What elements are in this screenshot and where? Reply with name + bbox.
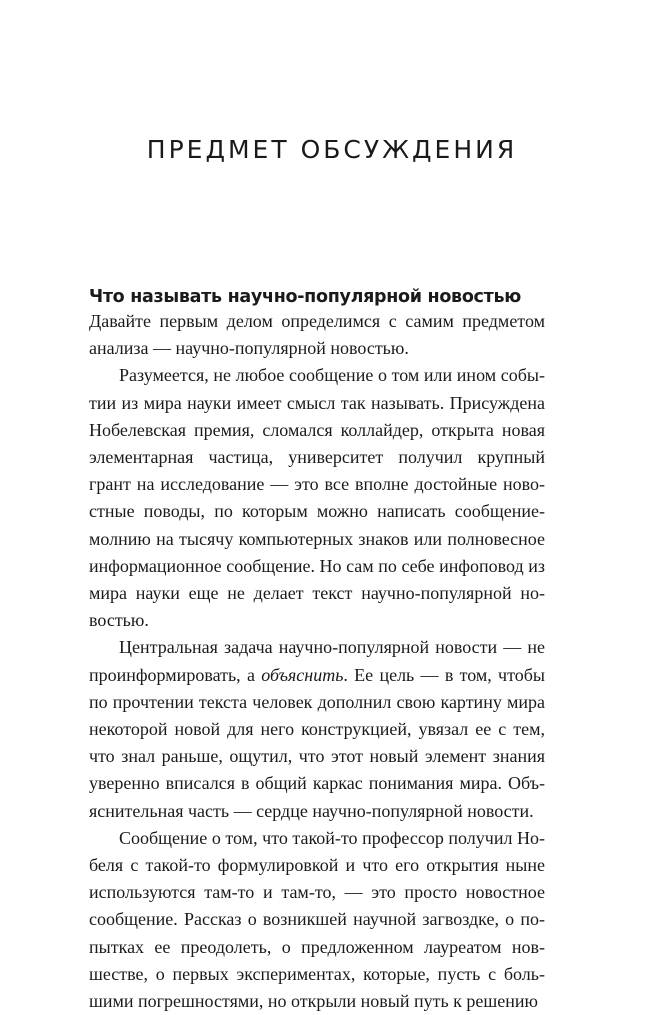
paragraph: Сообщение о том, что такой-то профессор получил Нобеля с такой-то формулировкой и что его открытия ныне используются там-то и там-то, — это просто новостное сообщение. Рассказ о возникшей научной загвоздке, о попытках ее преодолеть, о предложенном лауреатом новшестве, о первых экспериментах, которые, пусть с большими погрешностями, но открыли новый путь к решению bbox=[89, 827, 545, 1012]
section-heading: Что называть научно-популярной новостью bbox=[89, 286, 521, 307]
emphasized-word: объяснить bbox=[261, 664, 344, 685]
paragraph: Давайте первым делом определимся с самим предметом анализа — научно-популярной новостью. bbox=[89, 311, 545, 359]
chapter-title: ПРЕДМЕТ ОБСУЖДЕНИЯ bbox=[146, 134, 518, 164]
paragraph bbox=[89, 634, 545, 824]
body-text bbox=[89, 308, 545, 1015]
paragraph-text: . Ее цель — в том, чтобы по прочтении текста человек дополнил свою картину мира некоторой новой для него конструкцией, увязал ее с тем, что знал раньше, ощутил, что этот новый элемент знания уверенно вписался в общий каркас понимания мира. Объяснительная часть — сердце научно-популярной новости. bbox=[89, 664, 545, 821]
paragraph-text: Центральная задача научно-популярной новости — не проинформировать, а bbox=[89, 637, 545, 685]
paragraph: Разумеется, не любое сообщение о том или ином событии из мира науки имеет смысл так называть. Присуждена Нобелевская премия, сломался коллайдер, открыта новая элементарная частица, университет получил крупный грант на исследование — это все вполне достойные новостные поводы, по которым можно написать сообщение-молнию на тысячу компьютерных знаков или полновесное информационное сообщение. Но сам по себе инфоповод из мира науки еще не делает текст научно-популярной новостью. bbox=[89, 365, 545, 631]
